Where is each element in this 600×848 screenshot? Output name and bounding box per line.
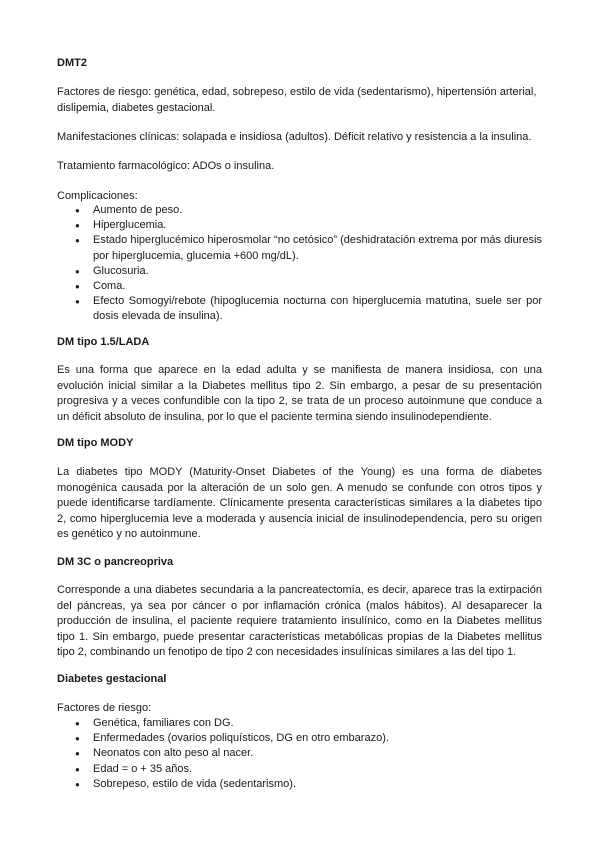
lada-body: Es una forma que aparece en la edad adulta y se manifiesta de manera insidiosa, con una evolución inicial similar a la Diabetes mellitus tipo 2. Sin embargo, a pesar de su presentación progresiva y a veces confundible con la tipo 2, se trata de un proceso autoinmune que conduce a un déficit absoluto de insulina, por lo que el paciente termina siendo insulinodependiente. [57, 364, 542, 423]
list-item: ● Hiperglucemia. [57, 218, 542, 233]
list-item: ● Efecto Somogyi/rebote (hipoglucemia nocturna con hiperglucemia matutina, suele ser por dosis elevada de insulina). [57, 294, 542, 324]
list-item: ● Coma. [57, 279, 542, 294]
heading-mody: DM tipo MODY [57, 437, 134, 449]
heading-lada: DM tipo 1.5/LADA [57, 336, 150, 348]
dmt2-manifestations: Manifestaciones clínicas: solapada e insidiosa (adultos). Déficit relativo y resistencia a la insulina. [57, 131, 532, 143]
mody-body: La diabetes tipo MODY (Maturity-Onset Diabetes of the Young) es una forma de diabetes monogénica causada por la alteración de un solo gen. A menudo se confunde con otros tipos y puede identificarse tardíamente. Clínicamente presenta características similares a la diabetes tipo 2, como hiperglucemia leve a moderada y ausencia inicial de insulinodependencia, pero su origen es genético y no autoinmune. [57, 466, 542, 540]
gestacional-risk-label: Factores de riesgo: [57, 702, 152, 714]
dmt2-complications-list [57, 203, 542, 325]
dmt2-treatment: Tratamiento farmacológico: ADOs o insulina. [57, 160, 275, 172]
heading-gestacional: Diabetes gestacional [57, 673, 167, 685]
list-item: ● Aumento de peso. [57, 203, 542, 218]
list-item: ● Edad = o + 35 años. [57, 762, 542, 777]
dm3c-body: Corresponde a una diabetes secundaria a la pancreatectomía, es decir, aparece tras la extirpación del páncreas, ya sea por cáncer o por inflamación crónica (malos hábitos). Al desaparecer la producción de insulina, el paciente requiere tratamiento insulínico, como en la Diabetes mellitus tipo 1. Sin embargo, puede presentar características metabólicas propias de la Diabetes mellitus tipo 2, combinando un fenotipo de tipo 2 con necesidades insulínicas similares a las del tipo 1. [57, 584, 542, 658]
dmt2-risk-factors: Factores de riesgo: genética, edad, sobrepeso, estilo de vida (sedentarismo), hipertensión arterial, dislipemia, diabetes gestacional. [57, 86, 537, 114]
list-item: ● Sobrepeso, estilo de vida (sedentarismo). [57, 777, 542, 792]
gestacional-risk-list [57, 716, 542, 792]
list-item: ● Estado hiperglucémico hiperosmolar “no cetósico” (deshidratación extrema por más diuresis por hiperglucemia, glucemia +600 mg/dL). [57, 233, 542, 263]
list-item: ● Neonatos con alto peso al nacer. [57, 746, 542, 761]
heading-dm3c: DM 3C o pancreopriva [57, 556, 174, 568]
list-item: ● Glucosuria. [57, 264, 542, 279]
list-item: ● Genética, familiares con DG. [57, 716, 542, 731]
dmt2-complications-label: Complicaciones: [57, 190, 138, 202]
list-item: ● Enfermedades (ovarios poliquísticos, DG en otro embarazo). [57, 731, 542, 746]
heading-dmt2: DMT2 [57, 57, 87, 69]
